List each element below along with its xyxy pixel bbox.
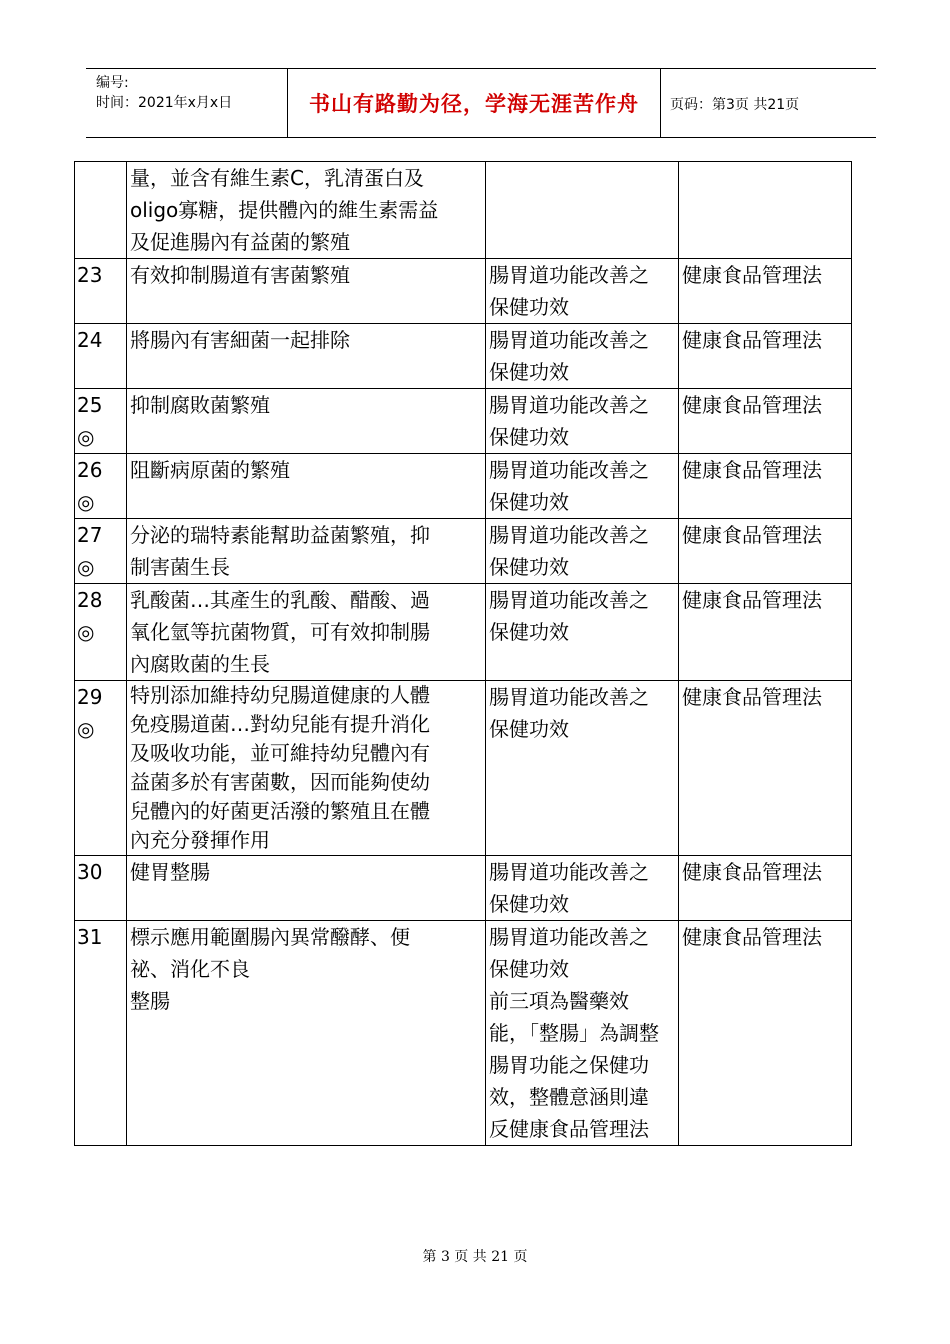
row-number-cell bbox=[75, 519, 127, 584]
row-number: 27 bbox=[77, 523, 103, 547]
table-row bbox=[75, 519, 852, 584]
claim-text-line: 分泌的瑞特素能幫助益菌繁殖，抑 bbox=[130, 523, 430, 547]
row-number-cell bbox=[75, 324, 127, 389]
law-text: 健康食品管理法 bbox=[682, 458, 822, 482]
claim-cell bbox=[127, 389, 486, 454]
claim-cell bbox=[127, 519, 486, 584]
reason-text-line: 保健功效 bbox=[489, 425, 569, 449]
law-cell bbox=[679, 454, 852, 519]
law-cell bbox=[679, 584, 852, 681]
reason-text-line: 保健功效 bbox=[489, 717, 569, 741]
law-text: 健康食品管理法 bbox=[682, 393, 822, 417]
law-cell bbox=[679, 681, 852, 856]
reason-text-line: 效，整體意涵則違 bbox=[489, 1085, 649, 1109]
reason-text-line: 保健功效 bbox=[489, 957, 569, 981]
header-page-info: 页码：第3页 共21页 bbox=[670, 97, 800, 113]
header-meta bbox=[96, 73, 232, 113]
document-time: 时间：2021年x月x日 bbox=[96, 95, 233, 111]
claim-text-line: 內充分發揮作用 bbox=[130, 828, 270, 852]
document-number-label: 编号: bbox=[96, 75, 129, 91]
reason-text-line: 保健功效 bbox=[489, 295, 569, 319]
law-cell bbox=[679, 921, 852, 1146]
reason-text-line: 保健功效 bbox=[489, 620, 569, 644]
claim-cell bbox=[127, 162, 486, 259]
page-header bbox=[86, 68, 876, 138]
row-number-cell bbox=[75, 162, 127, 259]
row-number-cell bbox=[75, 259, 127, 324]
table-row bbox=[75, 389, 852, 454]
reason-text-line: 保健功效 bbox=[489, 892, 569, 916]
reason-text-line: 腸胃道功能改善之 bbox=[489, 393, 649, 417]
claim-text-line: 乳酸菌…其產生的乳酸、醋酸、過 bbox=[130, 588, 430, 612]
claim-text-line: 及促進腸內有益菌的繁殖 bbox=[130, 230, 350, 254]
law-cell bbox=[679, 162, 852, 259]
table-row bbox=[75, 162, 852, 259]
row-number-cell bbox=[75, 681, 127, 856]
reason-text-line: 前三項為醫藥效 bbox=[489, 989, 629, 1013]
reason-text-line: 腸胃道功能改善之 bbox=[489, 685, 649, 709]
row-number-cell bbox=[75, 856, 127, 921]
claim-cell bbox=[127, 454, 486, 519]
law-text: 健康食品管理法 bbox=[682, 328, 822, 352]
row-number: 23 bbox=[77, 263, 103, 287]
row-number: 26 bbox=[77, 458, 103, 482]
claim-text-line: 有效抑制腸道有害菌繁殖 bbox=[130, 263, 350, 287]
row-mark: ◎ bbox=[77, 490, 95, 514]
reason-cell bbox=[486, 162, 679, 259]
row-mark: ◎ bbox=[77, 555, 95, 579]
reason-text-line: 腸胃道功能改善之 bbox=[489, 925, 649, 949]
claim-text-line: 祕、消化不良 bbox=[130, 957, 250, 981]
row-number-cell bbox=[75, 921, 127, 1146]
reason-text-line: 反健康食品管理法 bbox=[489, 1117, 649, 1141]
row-number-cell bbox=[75, 454, 127, 519]
claim-text-line: 及吸收功能，並可維持幼兒體內有 bbox=[130, 741, 430, 765]
table-row bbox=[75, 681, 852, 856]
claim-text-line: 健胃整腸 bbox=[130, 860, 210, 884]
reason-text-line: 腸胃道功能改善之 bbox=[489, 523, 649, 547]
claim-text-line: 免疫腸道菌…對幼兒能有提升消化 bbox=[130, 712, 430, 736]
table-row bbox=[75, 259, 852, 324]
claim-text-line: 將腸內有害細菌一起排除 bbox=[130, 328, 350, 352]
reason-text-line: 腸胃道功能改善之 bbox=[489, 458, 649, 482]
claim-cell bbox=[127, 681, 486, 856]
reason-cell bbox=[486, 519, 679, 584]
claim-text-line: 制害菌生長 bbox=[130, 555, 230, 579]
law-text: 健康食品管理法 bbox=[682, 588, 822, 612]
table-row bbox=[75, 324, 852, 389]
claim-text-line: 整腸 bbox=[130, 989, 170, 1013]
claim-cell bbox=[127, 324, 486, 389]
claims-table-body bbox=[75, 162, 852, 1146]
row-number: 28 bbox=[77, 588, 103, 612]
claim-text-line: 抑制腐敗菌繁殖 bbox=[130, 393, 270, 417]
table-row bbox=[75, 921, 852, 1146]
claim-text-line: 氧化氫等抗菌物質，可有效抑制腸 bbox=[130, 620, 430, 644]
row-number: 31 bbox=[77, 925, 103, 949]
claim-text-line: oligo寡糖，提供體內的維生素需益 bbox=[130, 198, 439, 222]
header-motto: 书山有路勤为径，学海无涯苦作舟 bbox=[309, 91, 639, 116]
row-number-cell bbox=[75, 389, 127, 454]
reason-cell bbox=[486, 259, 679, 324]
claim-text-line: 益菌多於有害菌數，因而能夠使幼 bbox=[130, 770, 430, 794]
reason-cell bbox=[486, 389, 679, 454]
claim-cell bbox=[127, 259, 486, 324]
claim-cell bbox=[127, 856, 486, 921]
row-number: 29 bbox=[77, 685, 103, 709]
reason-text-line: 腸胃道功能改善之 bbox=[489, 263, 649, 287]
claim-text-line: 標示應用範圍腸內異常醱酵、便 bbox=[130, 925, 410, 949]
law-cell bbox=[679, 389, 852, 454]
claim-text-line: 內腐敗菌的生長 bbox=[130, 652, 270, 676]
claim-text-line: 兒體內的好菌更活潑的繁殖且在體 bbox=[130, 799, 430, 823]
reason-text-line: 腸胃道功能改善之 bbox=[489, 588, 649, 612]
header-divider bbox=[660, 69, 661, 137]
reason-cell bbox=[486, 856, 679, 921]
table-row bbox=[75, 856, 852, 921]
law-text: 健康食品管理法 bbox=[682, 925, 822, 949]
law-text: 健康食品管理法 bbox=[682, 860, 822, 884]
law-cell bbox=[679, 324, 852, 389]
row-number: 25 bbox=[77, 393, 103, 417]
row-number: 30 bbox=[77, 860, 103, 884]
claim-text-line: 阻斷病原菌的繁殖 bbox=[130, 458, 290, 482]
claim-text-line: 特別添加維持幼兒腸道健康的人體 bbox=[130, 683, 430, 707]
table-row bbox=[75, 454, 852, 519]
claims-table bbox=[74, 161, 852, 1146]
reason-text-line: 保健功效 bbox=[489, 555, 569, 579]
claim-cell bbox=[127, 584, 486, 681]
reason-text-line: 腸胃道功能改善之 bbox=[489, 328, 649, 352]
law-cell bbox=[679, 519, 852, 584]
page-footer: 第 3 页 共 21 页 bbox=[422, 1249, 528, 1265]
law-cell bbox=[679, 259, 852, 324]
law-text: 健康食品管理法 bbox=[682, 523, 822, 547]
reason-cell bbox=[486, 681, 679, 856]
reason-cell bbox=[486, 921, 679, 1146]
table-row bbox=[75, 584, 852, 681]
law-text: 健康食品管理法 bbox=[682, 263, 822, 287]
reason-cell bbox=[486, 454, 679, 519]
row-mark: ◎ bbox=[77, 717, 95, 741]
law-text: 健康食品管理法 bbox=[682, 685, 822, 709]
claim-cell bbox=[127, 921, 486, 1146]
row-number-cell bbox=[75, 584, 127, 681]
row-mark: ◎ bbox=[77, 425, 95, 449]
reason-text-line: 腸胃道功能改善之 bbox=[489, 860, 649, 884]
reason-cell bbox=[486, 324, 679, 389]
reason-text-line: 腸胃功能之保健功 bbox=[489, 1053, 649, 1077]
row-number: 24 bbox=[77, 328, 103, 352]
reason-text-line: 保健功效 bbox=[489, 490, 569, 514]
law-cell bbox=[679, 856, 852, 921]
reason-cell bbox=[486, 584, 679, 681]
row-mark: ◎ bbox=[77, 620, 95, 644]
claim-text-line: 量，並含有維生素C，乳清蛋白及 bbox=[130, 166, 424, 190]
reason-text-line: 能，「整腸」為調整 bbox=[489, 1021, 659, 1045]
reason-text-line: 保健功效 bbox=[489, 360, 569, 384]
